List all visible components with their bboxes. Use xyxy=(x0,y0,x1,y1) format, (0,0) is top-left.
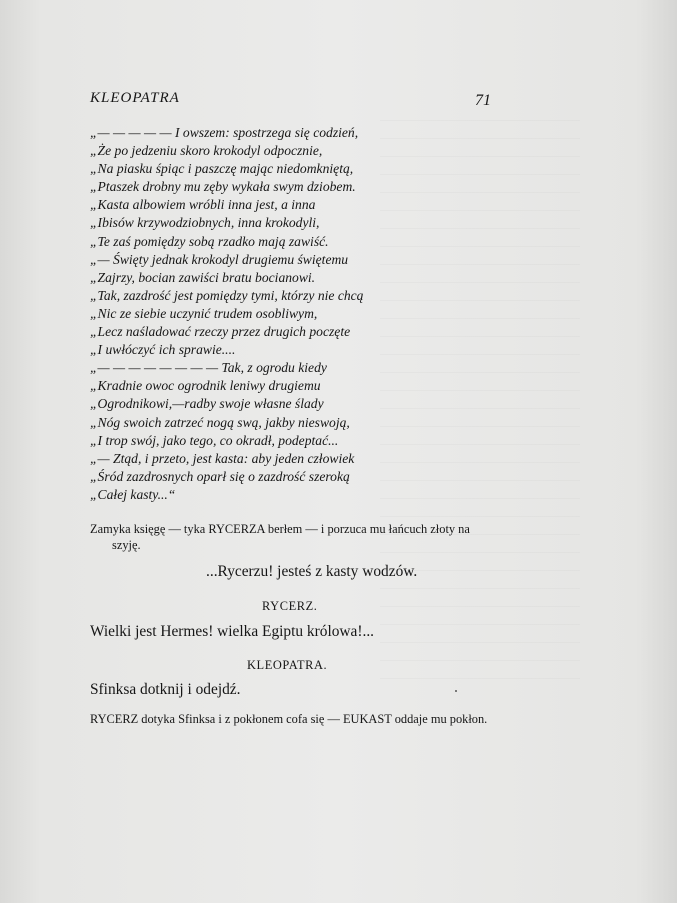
verse-line: „— Ztąd, i przeto, jest kasta: aby jeden człowiek xyxy=(90,450,355,466)
verse-line: „— Święty jednak krokodyl drugiemu świętemu xyxy=(90,251,349,267)
speech-line: Sfinksa dotknij i odejdź. xyxy=(90,681,241,698)
verse-line: „Kradnie owoc ogrodnik leniwy drugiemu xyxy=(90,378,321,394)
verse-line: „Śród zazdrosnych oparł się o zazdrość szeroką xyxy=(90,468,350,484)
stage-direction xyxy=(90,522,494,553)
verse-line: „Ibisów krzywodziobnych, inna krokodyli, xyxy=(90,215,320,231)
verse-line: „Na piasku śpiąc i paszczę mając niedomkniętą, xyxy=(90,161,354,177)
verse-line: „Całej kasty...“ xyxy=(90,486,176,502)
verse-line: „I trop swój, jako tego, co okradł, podeptać... xyxy=(90,432,339,448)
verse-line: „Ptaszek drobny mu zęby wykała swym dziobem. xyxy=(90,179,356,195)
speaker-name: KLEOPATRA. xyxy=(247,658,328,672)
verse-line: „I uwłóczyć ich sprawie.... xyxy=(90,342,236,358)
verse-line: „Nic ze siebie uczynić trudem osobliwym, xyxy=(90,305,318,321)
verse-line: „Ogrodnikowi,—radby swoje własne ślady xyxy=(90,396,324,412)
verse-line: „Że po jedzeniu skoro krokodyl odpocznie, xyxy=(90,143,323,159)
speaker-name: RYCERZ. xyxy=(262,599,318,613)
running-head: KLEOPATRA xyxy=(90,90,180,106)
page-number: 71 xyxy=(475,92,491,109)
stage-direction-text: RYCERZ dotyka Sfinksa i z pokłonem cofa się — EUKAST oddaje mu pokłon. xyxy=(90,712,488,726)
verse-line: „Zajrzy, bocian zawiści bratu bocianowi. xyxy=(90,269,316,285)
verse-line: „— — — — — — — — Tak, z ogrodu kiedy xyxy=(90,360,327,376)
stage-direction-text: Zamyka księgę — tyka RYCERZA berłem — i porzuca mu łańcuch złoty na szyję. xyxy=(90,522,470,552)
verse-line: „— — — — — I owszem: spostrzega się codzień, xyxy=(90,125,359,140)
verse-line: „Te zaś pomiędzy sobą rzadko mają zawiść. xyxy=(90,233,329,249)
verse-line: „Lecz naśladować rzeczy przez drugich poczęte xyxy=(90,324,351,340)
verse-line: „Nóg swoich zatrzeć nogą swą, jakby nieswoją, xyxy=(90,414,350,430)
verse-line: „Tak, zazdrość jest pomiędzy tymi, którzy nie chcą xyxy=(90,287,364,303)
stage-direction xyxy=(90,712,494,728)
speech-line: Wielki jest Hermes! wielka Egiptu królowa!... xyxy=(90,623,375,640)
paper-speck xyxy=(455,690,457,692)
verse-line: „Kasta albowiem wróbli inna jest, a inna xyxy=(90,197,316,213)
speech-line: ...Rycerzu! jesteś z kasty wodzów. xyxy=(206,563,418,580)
verse-block xyxy=(90,124,490,504)
